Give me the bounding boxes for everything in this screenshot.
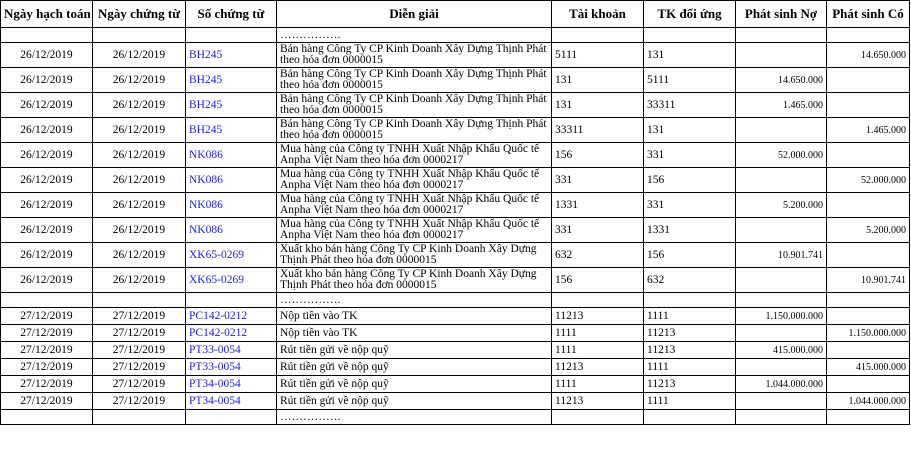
empty-cell <box>186 410 277 425</box>
cell-tai-khoan: 1111 <box>552 325 644 342</box>
gap-row <box>1 410 910 425</box>
cell-phat-sinh-no <box>736 168 827 193</box>
table-row <box>1 325 910 342</box>
cell-ngay-chung-tu: 26/12/2019 <box>93 243 186 268</box>
empty-cell <box>93 410 186 425</box>
cell-phat-sinh-co: 5.200.000 <box>827 218 910 243</box>
table-row <box>1 43 910 68</box>
cell-ngay-chung-tu: 27/12/2019 <box>93 325 186 342</box>
cell-so-chung-tu-link[interactable]: PC142-0212 <box>186 325 277 342</box>
cell-tk-doi-ung: 1111 <box>644 308 736 325</box>
cell-ngay-hach-toan: 26/12/2019 <box>1 143 93 168</box>
cell-phat-sinh-no <box>736 393 827 410</box>
cell-ngay-chung-tu: 26/12/2019 <box>93 118 186 143</box>
cell-tk-doi-ung: 131 <box>644 43 736 68</box>
col-header-tk-doi-ung: TK đối ứng <box>644 1 736 28</box>
header-row <box>1 1 910 28</box>
cell-dien-giai: Mua hàng của Công ty TNHH Xuất Nhập Khẩu Quốc tế Anpha Việt Nam theo hóa đơn 0000217 <box>277 168 552 193</box>
cell-so-chung-tu-link[interactable]: NK086 <box>186 143 277 168</box>
cell-phat-sinh-co <box>827 143 910 168</box>
table-row <box>1 218 910 243</box>
cell-phat-sinh-no <box>736 325 827 342</box>
table-row <box>1 143 910 168</box>
cell-tai-khoan: 1331 <box>552 193 644 218</box>
cell-phat-sinh-no <box>736 268 827 293</box>
cell-ngay-chung-tu: 26/12/2019 <box>93 143 186 168</box>
cell-so-chung-tu-link[interactable]: NK086 <box>186 193 277 218</box>
col-header-so-chung-tu: Số chứng từ <box>186 1 277 28</box>
cell-so-chung-tu-link[interactable]: PT34-0054 <box>186 393 277 410</box>
col-header-ngay-chung-tu: Ngày chứng từ <box>93 1 186 28</box>
cell-tai-khoan: 331 <box>552 218 644 243</box>
cell-tai-khoan: 11213 <box>552 308 644 325</box>
empty-cell <box>644 28 736 43</box>
cell-phat-sinh-no: 5.200.000 <box>736 193 827 218</box>
cell-dien-giai: Xuất kho bán hàng Công Ty CP Kinh Doanh Xây Dựng Thịnh Phát theo hóa đơn 0000015 <box>277 268 552 293</box>
empty-cell <box>1 293 93 308</box>
cell-tai-khoan: 1111 <box>552 342 644 359</box>
cell-phat-sinh-no: 14.650.000 <box>736 68 827 93</box>
cell-phat-sinh-co <box>827 342 910 359</box>
cell-phat-sinh-co <box>827 68 910 93</box>
cell-ngay-hach-toan: 27/12/2019 <box>1 376 93 393</box>
gap-row <box>1 293 910 308</box>
cell-so-chung-tu-link[interactable]: PC142-0212 <box>186 308 277 325</box>
cell-phat-sinh-co <box>827 93 910 118</box>
cell-phat-sinh-co <box>827 308 910 325</box>
empty-cell <box>1 410 93 425</box>
empty-cell <box>93 28 186 43</box>
cell-ngay-chung-tu: 27/12/2019 <box>93 359 186 376</box>
table-row <box>1 268 910 293</box>
empty-cell <box>736 410 827 425</box>
cell-dien-giai: Bán hàng Công Ty CP Kinh Doanh Xây Dựng Thịnh Phát theo hóa đơn 0000015 <box>277 93 552 118</box>
cell-dien-giai: Nộp tiền vào TK <box>277 308 552 325</box>
cell-phat-sinh-co: 10.901.741 <box>827 268 910 293</box>
cell-dien-giai: Rút tiền gửi về nộp quỹ <box>277 359 552 376</box>
cell-phat-sinh-no <box>736 118 827 143</box>
cell-dien-giai: Mua hàng của Công ty TNHH Xuất Nhập Khẩu Quốc tế Anpha Việt Nam theo hóa đơn 0000217 <box>277 143 552 168</box>
table-row <box>1 393 910 410</box>
empty-cell <box>827 293 910 308</box>
cell-ngay-hach-toan: 26/12/2019 <box>1 93 93 118</box>
cell-dien-giai: Rút tiền gửi về nộp quỹ <box>277 342 552 359</box>
cell-tai-khoan: 11213 <box>552 359 644 376</box>
cell-ngay-hach-toan: 26/12/2019 <box>1 193 93 218</box>
cell-ngay-hach-toan: 26/12/2019 <box>1 68 93 93</box>
cell-ngay-hach-toan: 26/12/2019 <box>1 218 93 243</box>
cell-so-chung-tu-link[interactable]: BH245 <box>186 93 277 118</box>
cell-phat-sinh-co: 1.465.000 <box>827 118 910 143</box>
table-row <box>1 93 910 118</box>
cell-phat-sinh-co: 1.044.000.000 <box>827 393 910 410</box>
cell-ngay-chung-tu: 26/12/2019 <box>93 68 186 93</box>
empty-cell <box>827 410 910 425</box>
cell-tk-doi-ung: 1331 <box>644 218 736 243</box>
empty-cell <box>552 410 644 425</box>
empty-cell <box>736 293 827 308</box>
cell-so-chung-tu-link[interactable]: XK65-0269 <box>186 268 277 293</box>
cell-ngay-hach-toan: 27/12/2019 <box>1 325 93 342</box>
cell-ngay-hach-toan: 26/12/2019 <box>1 268 93 293</box>
table-row <box>1 308 910 325</box>
cell-phat-sinh-co: 14.650.000 <box>827 43 910 68</box>
cell-dien-giai: Rút tiền gửi về nộp quỹ <box>277 393 552 410</box>
cell-ngay-chung-tu: 26/12/2019 <box>93 218 186 243</box>
gap-ellipsis: ……………. <box>277 410 552 425</box>
cell-tk-doi-ung: 5111 <box>644 68 736 93</box>
cell-so-chung-tu-link[interactable]: PT33-0054 <box>186 342 277 359</box>
cell-tai-khoan: 131 <box>552 93 644 118</box>
col-header-phat-sinh-co: Phát sinh Có <box>827 1 910 28</box>
empty-cell <box>186 28 277 43</box>
cell-phat-sinh-no: 52.000.000 <box>736 143 827 168</box>
table-row <box>1 376 910 393</box>
empty-cell <box>644 293 736 308</box>
cell-ngay-chung-tu: 26/12/2019 <box>93 93 186 118</box>
cell-tai-khoan: 33311 <box>552 118 644 143</box>
cell-tai-khoan: 331 <box>552 168 644 193</box>
cell-phat-sinh-co: 415.000.000 <box>827 359 910 376</box>
table-row <box>1 68 910 93</box>
cell-tai-khoan: 11213 <box>552 393 644 410</box>
cell-phat-sinh-no: 10.901.741 <box>736 243 827 268</box>
cell-tk-doi-ung: 131 <box>644 118 736 143</box>
table-row <box>1 168 910 193</box>
col-header-ngay-hach-toan: Ngày hạch toán <box>1 1 93 28</box>
cell-tk-doi-ung: 156 <box>644 243 736 268</box>
cell-ngay-hach-toan: 26/12/2019 <box>1 43 93 68</box>
cell-tk-doi-ung: 156 <box>644 168 736 193</box>
cell-ngay-chung-tu: 27/12/2019 <box>93 308 186 325</box>
table-row <box>1 342 910 359</box>
cell-phat-sinh-no: 1.465.000 <box>736 93 827 118</box>
cell-so-chung-tu-link[interactable]: XK65-0269 <box>186 243 277 268</box>
cell-dien-giai: Bán hàng Công Ty CP Kinh Doanh Xây Dựng Thịnh Phát theo hóa đơn 0000015 <box>277 43 552 68</box>
cell-dien-giai: Bán hàng Công Ty CP Kinh Doanh Xây Dựng Thịnh Phát theo hóa đơn 0000015 <box>277 68 552 93</box>
cell-tk-doi-ung: 11213 <box>644 325 736 342</box>
cell-ngay-hach-toan: 27/12/2019 <box>1 359 93 376</box>
cell-tai-khoan: 131 <box>552 68 644 93</box>
cell-tk-doi-ung: 1111 <box>644 393 736 410</box>
cell-ngay-chung-tu: 26/12/2019 <box>93 168 186 193</box>
cell-ngay-hach-toan: 26/12/2019 <box>1 118 93 143</box>
cell-phat-sinh-co <box>827 243 910 268</box>
cell-dien-giai: Mua hàng của Công ty TNHH Xuất Nhập Khẩu Quốc tế Anpha Việt Nam theo hóa đơn 0000217 <box>277 218 552 243</box>
cell-so-chung-tu-link[interactable]: PT34-0054 <box>186 376 277 393</box>
gap-ellipsis: ……………. <box>277 28 552 43</box>
cell-ngay-chung-tu: 26/12/2019 <box>93 43 186 68</box>
cell-phat-sinh-co <box>827 376 910 393</box>
gap-ellipsis: ……………. <box>277 293 552 308</box>
cell-so-chung-tu-link[interactable]: NK086 <box>186 218 277 243</box>
table-row <box>1 193 910 218</box>
cell-so-chung-tu-link[interactable]: BH245 <box>186 68 277 93</box>
cell-ngay-chung-tu: 27/12/2019 <box>93 393 186 410</box>
cell-tk-doi-ung: 331 <box>644 143 736 168</box>
cell-ngay-chung-tu: 27/12/2019 <box>93 342 186 359</box>
cell-phat-sinh-no: 1.150.000.000 <box>736 308 827 325</box>
cell-so-chung-tu-link[interactable]: NK086 <box>186 168 277 193</box>
empty-cell <box>644 410 736 425</box>
cell-ngay-hach-toan: 27/12/2019 <box>1 308 93 325</box>
cell-phat-sinh-no <box>736 218 827 243</box>
cell-dien-giai: Bán hàng Công Ty CP Kinh Doanh Xây Dựng Thịnh Phát theo hóa đơn 0000015 <box>277 118 552 143</box>
cell-phat-sinh-co <box>827 193 910 218</box>
cell-ngay-chung-tu: 26/12/2019 <box>93 193 186 218</box>
empty-cell <box>1 28 93 43</box>
ledger-body <box>1 28 910 425</box>
cell-phat-sinh-no: 1.044.000.000 <box>736 376 827 393</box>
cell-tk-doi-ung: 33311 <box>644 93 736 118</box>
col-header-dien-giai: Diễn giải <box>277 1 552 28</box>
cell-phat-sinh-no <box>736 359 827 376</box>
cell-dien-giai: Xuất kho bán hàng Công Ty CP Kinh Doanh Xây Dựng Thịnh Phát theo hóa đơn 0000015 <box>277 243 552 268</box>
cell-ngay-hach-toan: 27/12/2019 <box>1 393 93 410</box>
empty-cell <box>736 28 827 43</box>
empty-cell <box>186 293 277 308</box>
empty-cell <box>93 293 186 308</box>
cell-ngay-chung-tu: 27/12/2019 <box>93 376 186 393</box>
cell-tk-doi-ung: 1111 <box>644 359 736 376</box>
empty-cell <box>552 293 644 308</box>
cell-so-chung-tu-link[interactable]: PT33-0054 <box>186 359 277 376</box>
cell-tai-khoan: 156 <box>552 268 644 293</box>
col-header-phat-sinh-no: Phát sinh Nợ <box>736 1 827 28</box>
cell-so-chung-tu-link[interactable]: BH245 <box>186 43 277 68</box>
cell-ngay-hach-toan: 26/12/2019 <box>1 243 93 268</box>
table-row <box>1 359 910 376</box>
table-row <box>1 118 910 143</box>
cell-tai-khoan: 156 <box>552 143 644 168</box>
empty-cell <box>552 28 644 43</box>
table-row <box>1 243 910 268</box>
cell-phat-sinh-no: 415.000.000 <box>736 342 827 359</box>
cell-dien-giai: Rút tiền gửi về nộp quỹ <box>277 376 552 393</box>
cell-tk-doi-ung: 11213 <box>644 342 736 359</box>
cell-tai-khoan: 632 <box>552 243 644 268</box>
cell-phat-sinh-co: 1.150.000.000 <box>827 325 910 342</box>
empty-cell <box>827 28 910 43</box>
cell-phat-sinh-no <box>736 43 827 68</box>
cell-ngay-chung-tu: 26/12/2019 <box>93 268 186 293</box>
cell-tk-doi-ung: 331 <box>644 193 736 218</box>
cell-tk-doi-ung: 11213 <box>644 376 736 393</box>
cell-dien-giai: Mua hàng của Công ty TNHH Xuất Nhập Khẩu Quốc tế Anpha Việt Nam theo hóa đơn 0000217 <box>277 193 552 218</box>
gap-row <box>1 28 910 43</box>
cell-phat-sinh-co: 52.000.000 <box>827 168 910 193</box>
col-header-tai-khoan: Tài khoản <box>552 1 644 28</box>
cell-ngay-hach-toan: 27/12/2019 <box>1 342 93 359</box>
cell-so-chung-tu-link[interactable]: BH245 <box>186 118 277 143</box>
cell-ngay-hach-toan: 26/12/2019 <box>1 168 93 193</box>
cell-tk-doi-ung: 632 <box>644 268 736 293</box>
cell-dien-giai: Nộp tiền vào TK <box>277 325 552 342</box>
cell-tai-khoan: 5111 <box>552 43 644 68</box>
cell-tai-khoan: 1111 <box>552 376 644 393</box>
